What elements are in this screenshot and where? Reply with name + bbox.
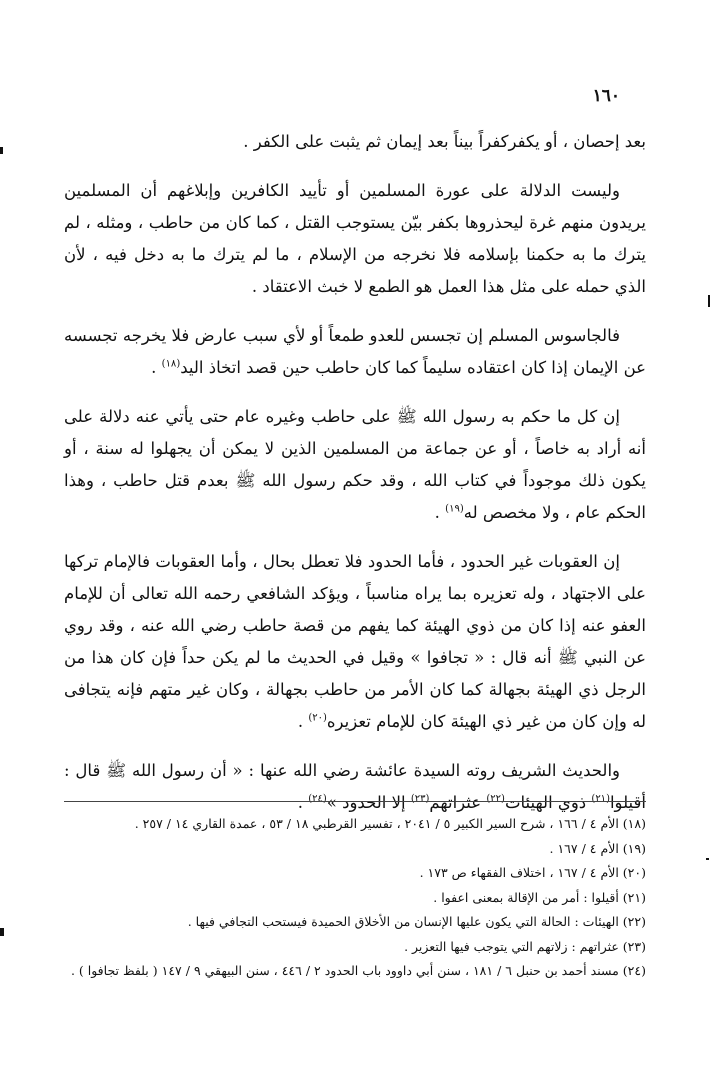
footnote-18: (١٨) الأم ٤ / ١٦٦ ، شرح السير الكبير ٥ / ٢٠٤١ ، تفسير القرطبي ١٨ / ٥٣ ، عمدة القاري ١٤ / ٢٥٧ . xyxy=(134,816,646,831)
paragraph-6: والحديث الشريف روته السيدة عائشة رضي الله عنها : « أن رسول الله ﷺ قال : أقيلوا$^{(٢١)}$ ذوي الهيئات$^{(٢٢)}$ عثراتهم$^{(٢٣)}$ إلا الحدود »$^{(٢٤)}$ . xyxy=(64,761,646,812)
footnote-22: (٢٢) الهيئات : الحالة التي يكون عليها الإنسان من الأخلاق الحميدة فيستحب التجافي فيها . xyxy=(187,914,646,929)
footnote-24: (٢٤) مسند أحمد بن حنبل ٦ / ١٨١ ، سنن أبي داوود باب الحدود ٢ / ٤٤٦ ، سنن البيهقي ٩ / ١٤٧ ( بلفظ تجافوا ) . xyxy=(70,963,646,978)
footnote-ref-19[interactable]: (١٩) xyxy=(445,503,464,515)
footnote-21: (٢١) أقيلوا : أمر من الإقالة بمعنى اعفوا . xyxy=(433,889,646,905)
hadith-word-2: ذوي الهيئات xyxy=(504,793,587,812)
paragraph-2-text: وليست الدلالة على عورة المسلمين أو تأييد الكافرين وإبلاغهم أن المسلمين يريدون منهم غرة ليحذروها بكفر بيّن يستوجب القتل ، كما كان من حاطب ، ومثله ، لم يترك ما به حكمنا بإسلامه فلا نخرجه من الإسلام ، ما لم يترك ما به دخل فيه ، لأن الذي حمله على مثل هذا العمل هو الطمع لا خبث الاعتقاد . xyxy=(64,181,646,296)
footnote-ref-24[interactable]: (٢٤) xyxy=(308,793,327,805)
paragraph-2 xyxy=(64,175,646,303)
footnote-20: (٢٠) الأم ٤ / ١٦٧ ، اختلاف الفقهاء ص ١٧٣ . xyxy=(419,865,646,880)
paragraph-5-text: إن العقوبات غير الحدود ، فأما الحدود فلا تعطل بحال ، وأما العقوبات فالإمام تركها على الاجتهاد ، وله تعزيره بما يراه مناسباً ، ويؤكد الشافعي رحمه الله تعالى أن للإمام العفو عنه إذا كان من ذوي الهيئة كما يفهم من قصة حاطب رضي الله عنه ، وقد روي عن النبي ﷺ أنه قال : « تجافوا » وقيل في الحديث ما لم يكن حداً فإن كان هذا من الرجل ذي الهيئة بجهالة كما كان الأمر من حاطب بجهالة ، وكان غير متهم فإنه يتجافى له وإن كان من غير ذي الهيئة كان للإمام تعزيره xyxy=(64,552,646,731)
footnote-ref-21[interactable]: (٢١) xyxy=(591,793,610,805)
paragraph-6-text: والحديث الشريف روته السيدة عائشة رضي الله عنها : « أن رسول الله ﷺ قال : xyxy=(64,761,620,780)
footnotes xyxy=(64,812,646,984)
page-number: ١٦٠ xyxy=(592,86,620,106)
scan-mark-left-bottom xyxy=(0,928,4,936)
hadith-word-3: عثراتهم xyxy=(429,793,482,812)
paragraph-1 xyxy=(64,126,646,158)
scan-mark-right-bottom xyxy=(706,858,709,860)
footnote-ref-23[interactable]: (٢٣) xyxy=(410,793,430,805)
footnote-23: (٢٣) عثراتهم : زلاتهم التي يتوجب فيها التعزير . xyxy=(404,938,646,954)
paragraph-3: فالجاسوس المسلم إن تجسس للعدو طمعاً أو لأي سبب عارض فلا يخرجه تجسسه عن الإيمان إذا كان اعتقاده سليماً كما كان حاطب حين قصد اتخاذ اليد$^{(١٨)}$ . xyxy=(64,326,646,377)
hadith-word-1: أقيلوا xyxy=(609,793,646,812)
footnote-ref-20[interactable]: (٢٠) xyxy=(308,712,327,724)
footnote-ref-18[interactable]: (١٨) xyxy=(161,358,181,370)
paragraph-4: إن كل ما حكم به رسول الله ﷺ على حاطب وغيره عام حتى يأتي عنه دلالة على أنه أراد به خاصاً ، أو عن جماعة من المسلمين الذين لا يمكن أن يجهلوا له سنة ، أو يكون ذلك موجوداً في كتاب الله ، وقد حكم رسول الله ﷺ بعدم قتل حاطب ، وهذا الحكم عام ، ولا مخصص له$^{(١٩)}$ . xyxy=(64,407,646,522)
scan-mark-left-top xyxy=(0,147,3,154)
paragraph-5: إن العقوبات غير الحدود ، فأما الحدود فلا تعطل بحال ، وأما العقوبات فالإمام تركها على الاجتهاد ، وله تعزيره بما يراه مناسباً ، ويؤكد الشافعي رحمه الله تعالى أن للإمام العفو عنه إذا كان من ذوي الهيئة كما يفهم من قصة حاطب رضي الله عنه ، وقد روي عن النبي ﷺ أنه قال : « تجافوا » وقيل في الحديث ما لم يكن حداً فإن كان هذا من الرجل ذي الهيئة بجهالة كما كان الأمر من حاطب بجهالة ، وكان غير متهم فإنه يتجافى له وإن كان من غير ذي الهيئة كان للإمام تعزيره$^{(٢٠)}$ . xyxy=(64,552,646,731)
main-text xyxy=(64,126,646,836)
footnote-divider xyxy=(64,801,646,802)
footnote-ref-22[interactable]: (٢٢) xyxy=(486,793,505,805)
hadith-word-4: إلا الحدود » xyxy=(326,793,406,812)
scan-mark-right-top xyxy=(708,295,710,307)
paragraph-4-text: إن كل ما حكم به رسول الله ﷺ على حاطب وغيره عام حتى يأتي عنه دلالة على أنه أراد به خاصاً ، أو عن جماعة من المسلمين الذين لا يمكن أن يجهلوا له سنة ، أو يكون ذلك موجوداً في كتاب الله ، وقد حكم رسول الله ﷺ بعدم قتل حاطب ، وهذا الحكم عام ، ولا مخصص له xyxy=(64,407,646,522)
paragraph-1-text: بعد إحصان ، أو يكفركفراً بيناً بعد إيمان ثم يثبت على الكفر . xyxy=(243,132,646,151)
paragraph-3-text: فالجاسوس المسلم إن تجسس للعدو طمعاً أو لأي سبب عارض فلا يخرجه تجسسه عن الإيمان إذا كان اعتقاده سليماً كما كان حاطب حين قصد اتخاذ اليد xyxy=(64,326,646,377)
footnote-19: (١٩) الأم ٤ / ١٦٧ . xyxy=(549,840,646,856)
